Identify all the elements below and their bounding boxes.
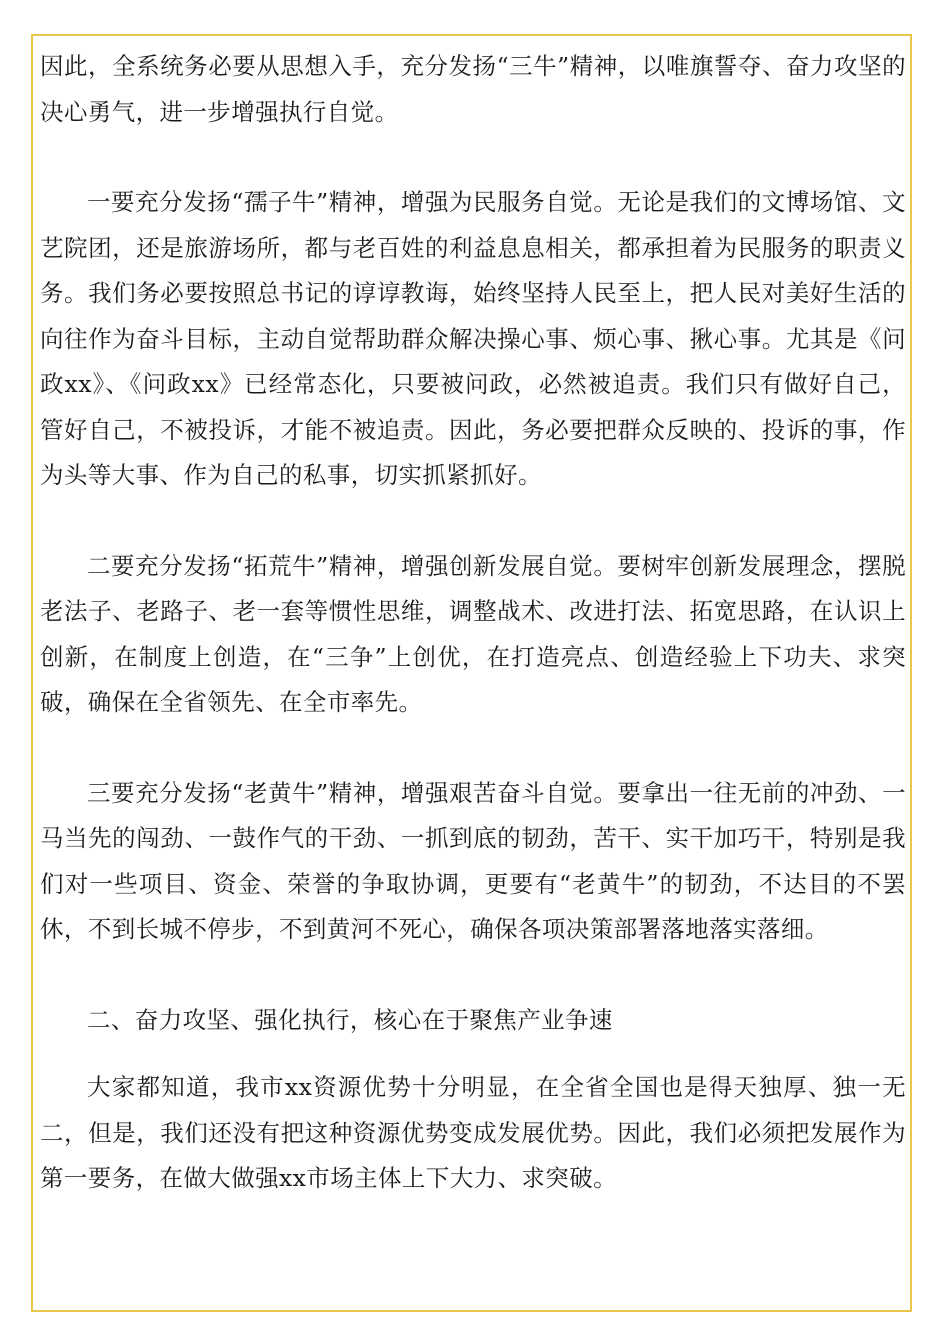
paragraph-spacer — [40, 499, 906, 544]
paragraph-laohuang-niu: 三要充分发扬“老黄牛”精神，增强艰苦奋斗自觉。要拿出一往无前的冲劲、一马当先的闯劲、一鼓作气的干劲、一抓到底的韧劲，苦干、实干加巧干，特别是我们对一些项目、资金、荣誉的争取协调，更要有“老黄牛”的韧劲，不达目的不罢休，不到长城不停步，不到黄河不死心，确保各项决策部署落地落实落细。 — [40, 778, 906, 943]
paragraph-spacer — [40, 1043, 906, 1065]
paragraph-spacer — [40, 135, 906, 180]
section-heading: 二、奋力攻坚、强化执行，核心在于聚焦产业争速 — [87, 1005, 613, 1034]
paragraph-ruzi-niu: 一要充分发扬“孺子牛”精神，增强为民服务自觉。无论是我们的文博场馆、文艺院团，还是旅游场所，都与老百姓的利益息息相关，都承担着为民服务的职责义务。我们务必要按照总书记的谆谆教诲，始终坚持人民至上，把人民对美好生活的向往作为奋斗目标，主动自觉帮助群众解决操心事、烦心事、揪心事。尤其是《问政xx》、《问政xx》已经常态化，只要被问政，必然被追责。我们只有做好自己，管好自己，不被投诉，才能不被追责。因此，务必要把群众反映的、投诉的事，作为头等大事、作为自己的私事，切实抓紧抓好。 — [40, 188, 906, 489]
paragraph-intro: 因此，全系统务必要从思想入手，充分发扬“三牛”精神，以唯旗誓夺、奋力攻坚的决心勇气，进一步增强执行自觉。 — [40, 52, 906, 126]
paragraph-resource-advantage: 大家都知道，我市xx资源优势十分明显，在全省全国也是得天独厚、独一无二，但是，我们还没有把这种资源优势变成发展优势。因此，我们必须把发展作为第一要务，在做大做强xx市场主体上下大力、求突破。 — [40, 1073, 906, 1192]
paragraph-spacer — [40, 953, 906, 998]
paragraph-spacer — [40, 726, 906, 771]
paragraph-tuohuang-niu: 二要充分发扬“拓荒牛”精神，增强创新发展自觉。要树牢创新发展理念，摆脱老法子、老路子、老一套等惯性思维，调整战术、改进打法、拓宽思路，在认识上创新，在制度上创造，在“三争”上创优，在打造亮点、创造经验上下功夫、求突破，确保在全省领先、在全市率先。 — [40, 551, 906, 716]
document-body — [40, 44, 906, 1202]
